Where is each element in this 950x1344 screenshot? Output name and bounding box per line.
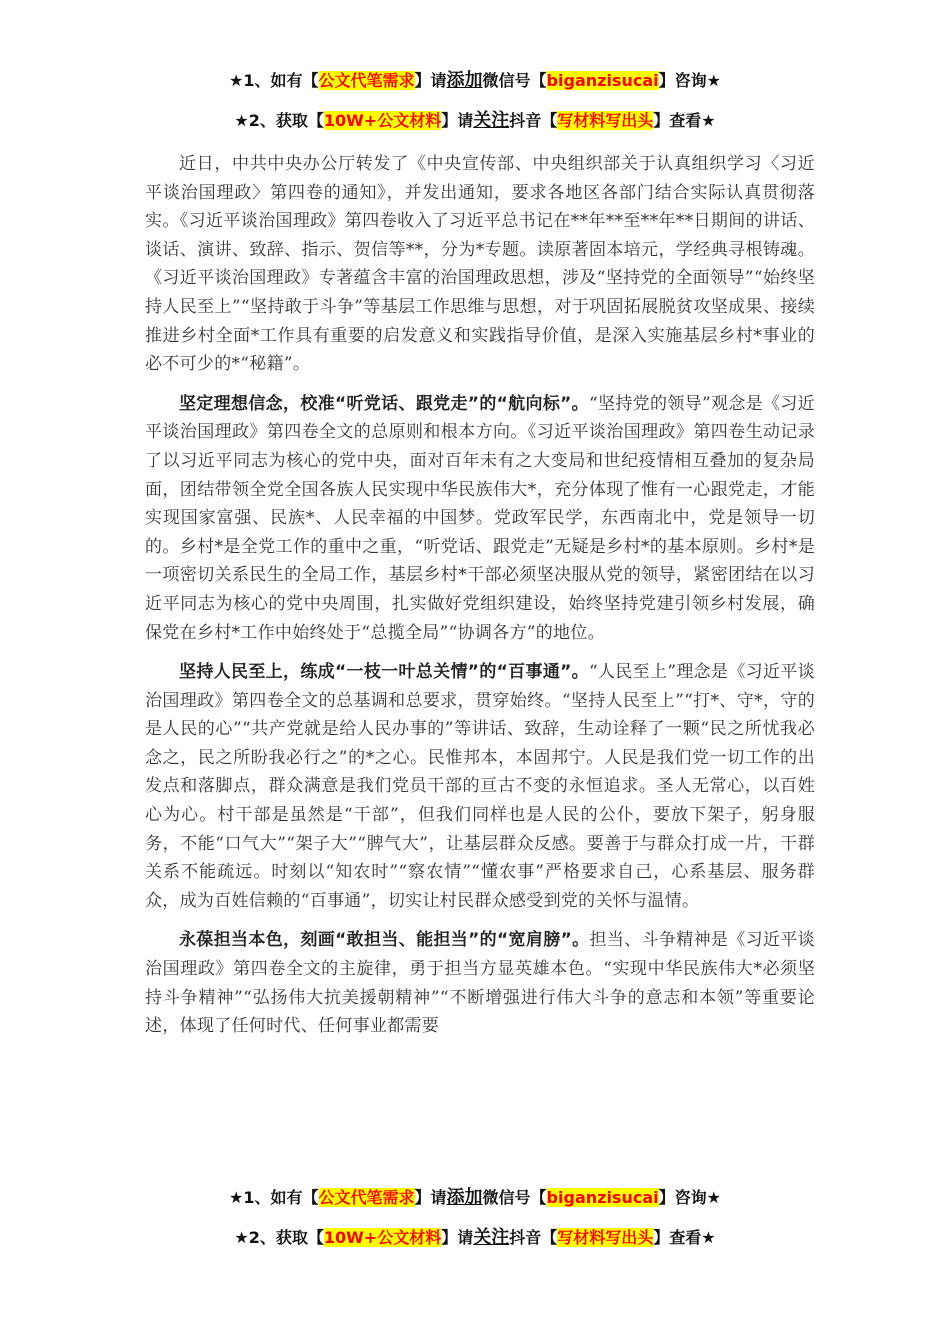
header-line-1-mid-2: 微信号【	[482, 71, 547, 90]
paragraph-heading: 坚定理想信念，校准“听党话、跟党走”的“航向标”。	[179, 393, 589, 414]
footer-line-1-highlight-service: 公文代笔需求	[318, 1188, 415, 1207]
header-line-1-underlined: 添加	[446, 70, 483, 91]
footer-line-2-suffix: 】查看★	[653, 1228, 716, 1247]
footer-line-2-mid: 】请	[441, 1228, 474, 1247]
footer-line-1-mid: 】请	[414, 1188, 447, 1207]
paragraph-text: 担当、斗争精神是《习近平谈治国理政》第四卷全文的主旋律，勇于担当方显英雄本色。“实现中华民族伟大*必须坚持斗争精神”“弘扬伟大抗美援朝精神”“不断增强进行伟大斗争的意志和本领”等重要论述，体现了任何时代、任何事业都需要	[145, 930, 815, 1037]
paragraph-people	[145, 658, 815, 915]
paragraph-text: “人民至上”理念是《习近平谈治国理政》第四卷全文的总基调和总要求，贯穿始终。“坚持人民至上”“打*、守*，守的是人民的心”“共产党就是给人民办事的”等讲话、致辞，生动诠释了一颗“民之所忧我必念之，民之所盼我必行之”的*之心。民惟邦本，本固邦宁。人民是我们党一切工作的出发点和落脚点，群众满意是我们党员干部的亘古不变的永恒追求。圣人无常心，以百姓心为心。村干部是虽然是“干部”，但我们同样也是人民的公仆，要放下架子，躬身服务，不能“口气大”“架子大”“脾气大”，让基层群众反感。要善于与群众打成一片，干群关系不能疏远。时刻以“知农时”“察农情”“懂农事”严格要求自己，心系基层、服务群众，成为百姓信赖的“百事通”，切实让村民群众感受到党的关怀与温情。	[145, 662, 815, 911]
header-line-2	[0, 110, 950, 132]
paragraph-ideals	[145, 390, 815, 647]
footer-line-2-highlight-douyin: 写材料写出头	[557, 1228, 654, 1247]
footer-line-1-highlight-wechat: biganzisucai	[546, 1188, 659, 1207]
header-line-1-prefix: ★1、如有【	[229, 71, 319, 90]
header-line-2-highlight-douyin: 写材料写出头	[557, 111, 654, 130]
paragraph-heading: 永葆担当本色，刻画“敢担当、能担当”的“宽肩膀”。	[179, 930, 590, 951]
header-line-2-mid-2: 抖音【	[509, 111, 558, 130]
footer-line-2-highlight-materials: 10W+公文材料	[323, 1228, 442, 1247]
footer-line-2-mid-2: 抖音【	[509, 1228, 558, 1247]
paragraph-heading: 坚持人民至上，练成“一枝一叶总关情”的“百事通”。	[179, 662, 589, 683]
footer-line-1-suffix: 】咨询★	[658, 1188, 721, 1207]
header-line-2-mid: 】请	[441, 111, 474, 130]
article-body	[145, 150, 815, 1052]
header-line-1	[0, 70, 950, 92]
header-line-1-highlight-wechat: biganzisucai	[546, 71, 659, 90]
header-line-1-suffix: 】咨询★	[658, 71, 721, 90]
header-line-2-underlined: 关注	[473, 110, 510, 131]
footer-line-1-mid-2: 微信号【	[482, 1188, 547, 1207]
footer-line-1	[0, 1187, 950, 1209]
paragraph-intro	[145, 150, 815, 379]
footer-line-2-prefix: ★2、获取【	[234, 1228, 324, 1247]
header-line-1-mid: 】请	[414, 71, 447, 90]
paragraph-text: 近日，中共中央办公厅转发了《中央宣传部、中央组织部关于认真组织学习〈习近平谈治国理政〉第四卷的通知》，并发出通知，要求各地区各部门结合实际认真贯彻落实。《习近平谈治国理政》第四卷收入了习近平总书记在**年**至**年**日期间的讲话、谈话、演讲、致辞、指示、贺信等**，分为*专题。读原著固本培元，学经典寻根铸魂。《习近平谈治国理政》专著蕴含丰富的治国理政思想，涉及“坚持党的全面领导”“始终坚持人民至上”“坚持敢于斗争”等基层工作思维与思想，对于巩固拓展脱贫攻坚成果、接续推进乡村全面*工作具有重要的启发意义和实践指导价值，是深入实施基层乡村*事业的必不可少的*“秘籍”。	[145, 154, 815, 375]
header-line-2-suffix: 】查看★	[653, 111, 716, 130]
footer-line-1-prefix: ★1、如有【	[229, 1188, 319, 1207]
header-line-1-highlight-service: 公文代笔需求	[318, 71, 415, 90]
footer-line-1-underlined: 添加	[446, 1187, 483, 1208]
header-line-2-highlight-materials: 10W+公文材料	[323, 111, 442, 130]
footer-line-2-underlined: 关注	[473, 1227, 510, 1248]
footer-line-2	[0, 1227, 950, 1249]
paragraph-text: “坚持党的领导”观念是《习近平谈治国理政》第四卷全文的总原则和根本方向。《习近平谈治国理政》第四卷生动记录了以习近平同志为核心的党中央，面对百年未有之大变局和世纪疫情相互叠加的复杂局面，团结带领全党全国各族人民实现中华民族伟大*，充分体现了惟有一心跟党走，才能实现国家富强、民族*、人民幸福的中国梦。党政军民学，东西南北中，党是领导一切的。乡村*是全党工作的重中之重，“听党话、跟党走”无疑是乡村*的基本原则。乡村*是一项密切关系民生的全局工作，基层乡村*干部必须坚决服从党的领导，紧密团结在以习近平同志为核心的党中央周围，扎实做好党组织建设，始终坚持党建引领乡村发展，确保党在乡村*工作中始终处于“总揽全局”“协调各方”的地位。	[145, 393, 815, 643]
header-line-2-prefix: ★2、获取【	[234, 111, 324, 130]
paragraph-responsibility	[145, 926, 815, 1040]
